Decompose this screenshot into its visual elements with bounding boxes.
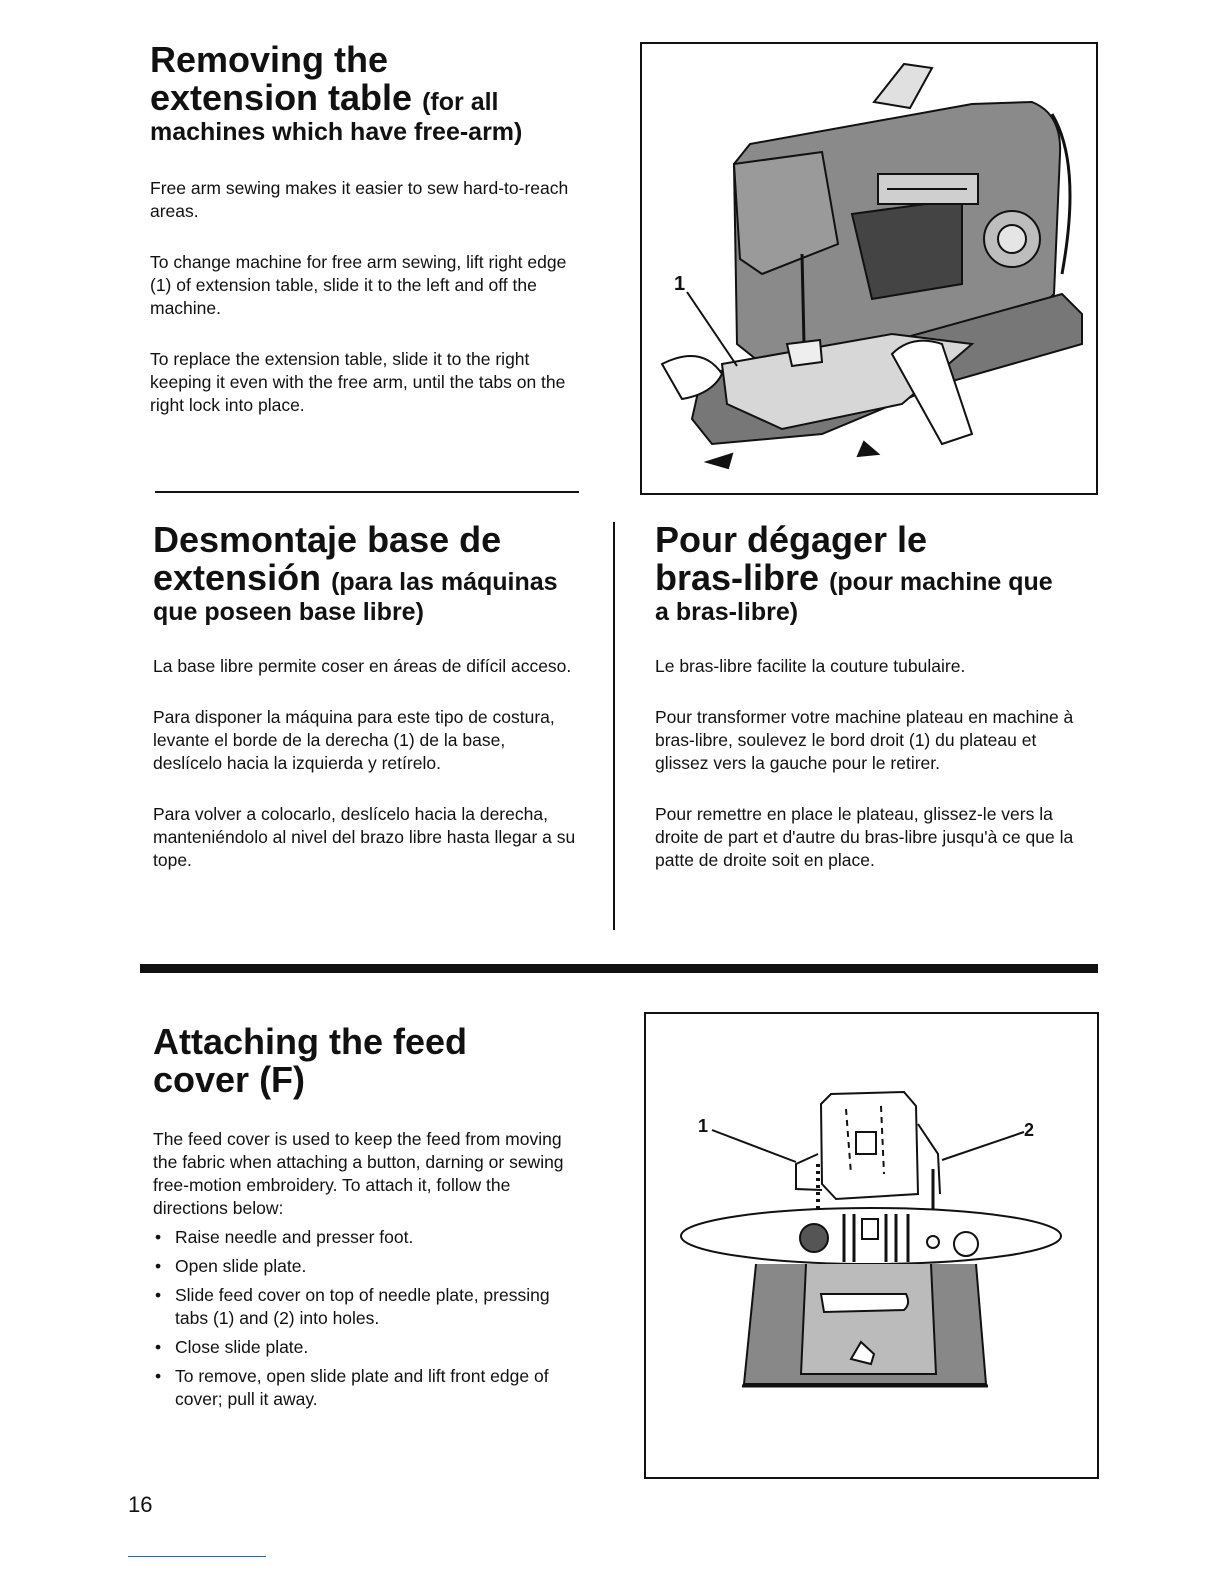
heading-es-line2: extensión [153,557,322,598]
divider [155,491,579,493]
heading-fr: Pour dégager le bras-libre (pour machine que a bras-libre) [655,522,1085,625]
figure2-callout-1: 1 [698,1116,709,1136]
paragraph: Para disponer la máquina para este tipo de costura, levante el borde de la derecha (1) de la base, deslícelo hacia la izquierda y retírelo. [153,707,555,773]
feed-cover-illustration [646,1014,1097,1477]
section-removing-extension-table [150,39,580,445]
sewing-machine-illustration [642,44,1096,493]
heading-en: Removing the extension table (for all machines which have free-arm) [150,42,580,145]
figure-sewing-machine [640,42,1098,495]
list-item: • To remove, open slide plate and lift front edge of cover; pull it away. [153,1365,577,1411]
heading-en-small: (for all [422,88,499,116]
paragraph: To change machine for free arm sewing, lift right edge (1) of extension table, slide it to the left and off the machine. [150,252,567,318]
heading-en-sub: machines which have free-arm) [150,118,523,146]
paragraph: Free arm sewing makes it easier to sew hard-to-reach areas. [150,178,569,221]
heading-fr-line2: bras-libre [655,557,820,598]
paragraph: Pour remettre en place le plateau, glissez-le vers la droite de part et d'autre du bras-libre jusqu'à ce que la patte de droite soit en place. [655,804,1074,870]
paragraph: Pour transformer votre machine plateau en machine à bras-libre, soulevez le bord droit (1) du plateau et glissez vers la gauche pour le retirer. [655,707,1074,773]
figure2-callout-2: 2 [1024,1120,1035,1140]
feed-cover-steps [153,1226,577,1411]
heading-feed-cover: Attaching the feed cover (F) [153,1021,468,1100]
paragraph: La base libre permite coser en áreas de difícil acceso. [153,656,572,676]
section-attaching-feed-cover [153,1021,583,1417]
list-item: • Open slide plate. [153,1255,577,1278]
heading-es: Desmontaje base de extensión (para las máquinas que poseen base libre) [153,522,583,625]
column-divider [613,522,615,930]
heading-fr-small: (pour machine que [829,568,1053,596]
page-number: 16 [128,1492,153,1517]
list-item: • Slide feed cover on top of needle plate, pressing tabs (1) and (2) into holes. [153,1284,577,1330]
figure1-callout-1: 1 [674,273,686,295]
heading-fr-sub: a bras-libre) [655,598,799,626]
feed-cover-intro: The feed cover is used to keep the feed from moving the fabric when attaching a button, darning or sewing free-motion embroidery. To attach it, follow the directions below: [153,1129,564,1218]
heading-es-sub: que poseen base libre) [153,598,424,626]
list-item: • Raise needle and presser foot. [153,1226,577,1249]
section-degager-bras-libre [655,519,1085,900]
heading-es-small: (para las máquinas [331,568,558,596]
paragraph: To replace the extension table, slide it to the right keeping it even with the free arm, until the tabs on the right lock into place. [150,349,566,415]
paragraph: Le bras-libre facilite la couture tubulaire. [655,656,966,676]
paragraph: Para volver a colocarlo, deslícelo hacia la derecha, manteniéndolo al nivel del brazo libre hasta llegar a su tope. [153,804,576,870]
figure-feed-cover [644,1012,1099,1479]
section-desmontaje-base [153,519,583,900]
section-separator-bar [140,964,1098,973]
list-item: • Close slide plate. [153,1336,577,1359]
footer-rule [128,1556,266,1557]
heading-en-line2: extension table [150,77,413,118]
